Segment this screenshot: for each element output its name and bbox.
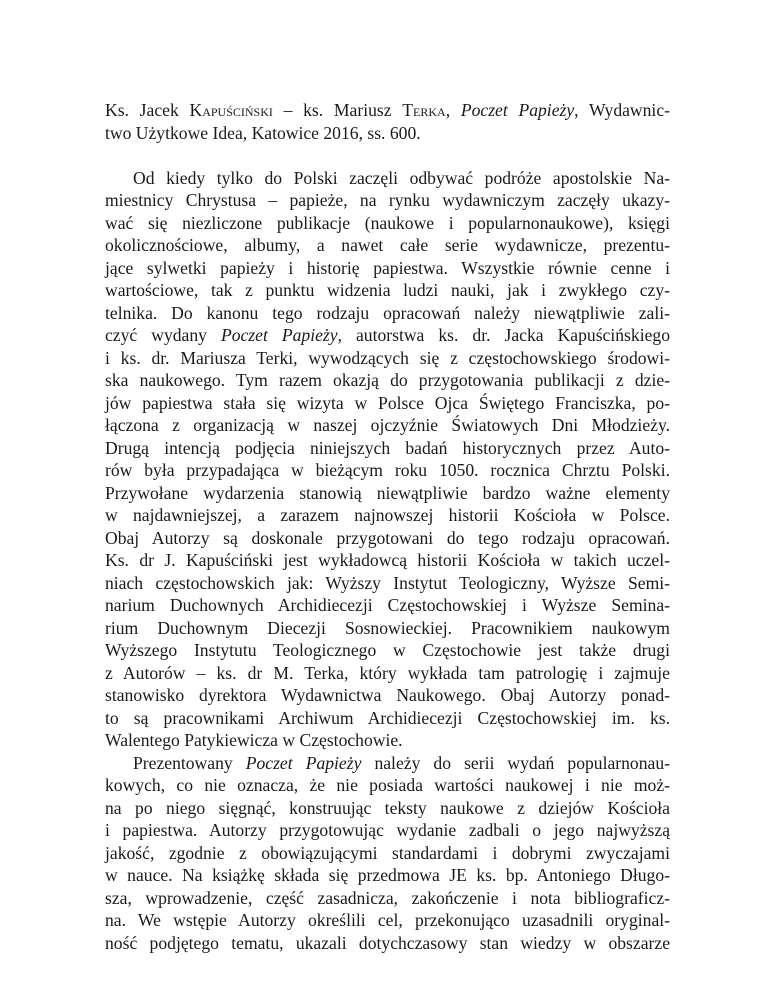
page-content <box>105 99 670 954</box>
paragraph-line: w nauce. Na książkę składa się przedmowa JE ks. bp. Antoniego Długo- <box>105 865 670 885</box>
paragraph-line: jów papiestwa stała się wizyta w Polsce Ojca Świętego Franciszka, po- <box>105 392 670 413</box>
paragraph-line: i papiestwa. Autorzy przygotowując wydanie zadbali o jego najwyższą <box>105 820 670 840</box>
spacer <box>105 144 670 167</box>
paragraph-line: Przywołane wydarzenia stanowią niewątpliwie bardzo ważne elementy <box>105 482 670 503</box>
paragraph-line: to są pracownikami Archiwum Archidiecezji Częstochowskiej im. ks. <box>105 707 670 728</box>
paragraph-line: kowych, co nie oznacza, że nie posiada wartości naukowej i nie moż- <box>105 775 670 795</box>
book-title: Poczet Papieży <box>460 100 575 120</box>
paragraph-line: Ks. dr J. Kapuściński jest wykładowcą historii Kościoła w takich uczel- <box>105 550 670 570</box>
paragraph-line: na po niego sięgnąć, konstruując teksty naukowe z dziejów Kościoła <box>105 797 670 818</box>
paragraph-line: Od kiedy tylko do Polski zaczęli odbywać podróże apostolskie Na- <box>133 167 670 188</box>
paragraph-line: w najdawniejszej, a zarazem najnowszej historii Kościoła w Polsce. <box>105 505 670 525</box>
paragraph-line: okolicznościowe, albumy, a nawet całe serie wydawnicze, prezentu- <box>105 235 670 255</box>
paragraph-line: wartościowe, tak z punktu widzenia ludzi nauki, jak i zwykłego czy- <box>105 280 670 300</box>
paragraph-line: i ks. dr. Mariusza Terki, wywodzących się z częstochowskiego środowi- <box>105 347 670 368</box>
paragraph-line: ska naukowego. Tym razem okazją do przygotowania publikacji z dzie- <box>105 370 670 390</box>
paragraph-line: Walentego Patykiewicza w Częstochowie. <box>105 730 403 750</box>
paragraph-line: sza, wprowadzenie, część zasadnicza, zakończenie i nota bibliograficz- <box>105 887 670 908</box>
paragraph-line: niach częstochowskich jak: Wyższy Instytut Teologiczny, Wyższe Semi- <box>105 572 670 593</box>
paragraph-line: miestnicy Chrystusa – papieże, na rynku wydawniczym zaczęły ukazy- <box>105 190 670 210</box>
citation-line: Ks. Jacek Kapuściński – ks. Mariusz Terka, Poczet Papieży, Wydawnic- <box>105 100 670 120</box>
citation <box>105 99 670 144</box>
paragraph-line: na. We wstępie Autorzy określili cel, przekonująco uzasadnili oryginal- <box>105 910 670 930</box>
paragraph-line: stanowisko dyrektora Wydawnictwa Naukowego. Obaj Autorzy ponad- <box>105 685 670 705</box>
author-surname: Kapuściński <box>189 100 273 120</box>
paragraph <box>105 752 670 955</box>
book-title: Poczet Papieży <box>220 325 338 345</box>
author-surname: Terka <box>402 100 446 120</box>
paragraph-line: Drugą intencją podjęcia niniejszych badań historycznych przez Auto- <box>105 437 670 458</box>
paragraph-line: czyć wydany Poczet Papieży, autorstwa ks. dr. Jacka Kapuścińskiego <box>105 325 670 345</box>
paragraph-line: łączona z organizacją w naszej ojczyźnie Światowych Dni Młodzieży. <box>105 415 670 435</box>
paragraph-line: jące sylwetki papieży i historię papiestwa. Wszystkie równie cenne i <box>105 257 670 278</box>
paragraph <box>105 167 670 752</box>
paragraph-line: narium Duchownych Archidiecezji Częstochowskiej i Wyższe Semina- <box>105 595 670 615</box>
paragraph-line: wać się niezliczone publikacje (naukowe i popularnonaukowe), księgi <box>105 212 670 233</box>
paragraph-line: z Autorów – ks. dr M. Terka, który wykłada tam patrologię i zajmuje <box>105 662 670 683</box>
book-title: Poczet Papieży <box>245 752 362 773</box>
citation-line: two Użytkowe Idea, Katowice 2016, ss. 600. <box>105 122 421 143</box>
paragraph-line: jakość, zgodnie z obowiązującymi standardami i dobrymi zwyczajami <box>105 842 670 863</box>
paragraph-line: Obaj Autorzy są doskonale przygotowani do tego rodzaju opracowań. <box>105 527 670 548</box>
paragraph-line: rów była przypadająca w bieżącym roku 1050. rocznica Chrztu Polski. <box>105 460 670 480</box>
paragraph-line: rium Duchownym Diecezji Sosnowieckiej. Pracownikiem naukowym <box>105 617 670 638</box>
paragraph-line: ność podjętego tematu, ukazali dotychczasowy stan wiedzy w obszarze <box>105 932 670 953</box>
paragraph-line: Wyższego Instytutu Teologicznego w Częstochowie jest także drugi <box>105 640 670 660</box>
paragraph-line: Prezentowany Poczet Papieży należy do serii wydań popularnonau- <box>133 752 670 773</box>
paragraph-line: telnika. Do kanonu tego rodzaju opracowań należy niewątpliwie zali- <box>105 302 670 323</box>
